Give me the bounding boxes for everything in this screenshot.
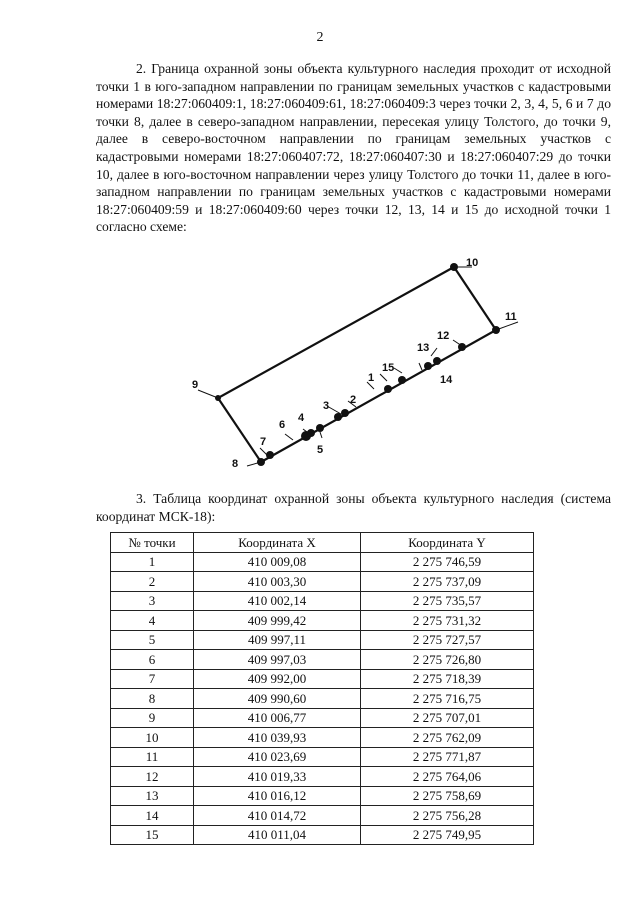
table-row xyxy=(111,708,534,728)
point-label-7: 7 xyxy=(260,436,267,448)
point-label-3: 3 xyxy=(323,400,330,412)
point-label-11: 11 xyxy=(505,311,517,323)
boundary-scheme xyxy=(175,250,535,480)
cell-coordinate-y: 2 275 771,87 xyxy=(361,747,534,767)
cell-coordinate-y: 2 275 718,39 xyxy=(361,669,534,689)
cell-coordinate-x: 410 023,69 xyxy=(194,747,361,767)
point-label-14: 14 xyxy=(440,374,453,386)
cell-coordinate-x: 409 992,00 xyxy=(194,669,361,689)
header-coordinate-x: Координата X xyxy=(194,533,361,553)
cell-coordinate-x: 410 014,72 xyxy=(194,806,361,826)
cell-coordinate-y: 2 275 716,75 xyxy=(361,689,534,709)
paragraph-boundary-description: 2. Граница охранной зоны объекта культурного наследия проходит от исходной точки 1 в юго-западном направлении по границам земельных участков с кадастровыми номерами 18:27:060409:1, 18:27:060409:61, 18:27:060409:3 через точки 2, 3, 4, 5, 6 и 7 до точки 8, далее в северо-западном направлении, пересекая улицу Толстого, до точки 9, далее в северо-восточном направлении по границам земельных участков с кадастровыми номерами 18:27:060407:72, 18:27:060407:30 и 18:27:060407:29 до точки 10, далее в юго-восточном направлении через улицу Толстого до точки 11, далее в юго-западном направлении по границам земельных участков с кадастровыми номерами 18:27:060409:59 и 18:27:060409:60 через точки 12, 13, 14 и 15 до исходной точки 1 согласно схеме: xyxy=(96,61,611,235)
cell-coordinate-x: 410 011,04 xyxy=(194,825,361,845)
cell-coordinate-y: 2 275 731,32 xyxy=(361,611,534,631)
table-row xyxy=(111,806,534,826)
cell-coordinate-y: 2 275 758,69 xyxy=(361,786,534,806)
table-row xyxy=(111,728,534,748)
cell-coordinate-y: 2 275 749,95 xyxy=(361,825,534,845)
coordinates-table xyxy=(110,532,534,845)
cell-point-number: 10 xyxy=(111,728,194,748)
cell-point-number: 9 xyxy=(111,708,194,728)
point-label-13: 13 xyxy=(417,342,430,354)
point-label-9: 9 xyxy=(192,379,199,391)
cell-coordinate-y: 2 275 746,59 xyxy=(361,552,534,572)
cell-coordinate-x: 409 999,42 xyxy=(194,611,361,631)
cell-coordinate-y: 2 275 764,06 xyxy=(361,767,534,787)
point-label-5: 5 xyxy=(317,444,324,456)
cell-point-number: 13 xyxy=(111,786,194,806)
boundary-polygon xyxy=(218,267,496,462)
table-row xyxy=(111,611,534,631)
page-number: 2 xyxy=(316,30,324,45)
cell-point-number: 2 xyxy=(111,572,194,592)
table-row xyxy=(111,825,534,845)
table-row xyxy=(111,591,534,611)
cell-coordinate-x: 409 997,03 xyxy=(194,650,361,670)
cell-coordinate-x: 410 019,33 xyxy=(194,767,361,787)
table-row xyxy=(111,572,534,592)
cell-point-number: 3 xyxy=(111,591,194,611)
table-row xyxy=(111,650,534,670)
cell-point-number: 8 xyxy=(111,689,194,709)
header-point-number: № точки xyxy=(111,533,194,553)
cell-point-number: 12 xyxy=(111,767,194,787)
table-row xyxy=(111,689,534,709)
table-row xyxy=(111,747,534,767)
cell-point-number: 14 xyxy=(111,806,194,826)
cell-coordinate-y: 2 275 762,09 xyxy=(361,728,534,748)
cell-coordinate-x: 410 009,08 xyxy=(194,552,361,572)
point-label-15: 15 xyxy=(382,362,395,374)
cell-coordinate-x: 409 990,60 xyxy=(194,689,361,709)
point-label-1: 1 xyxy=(368,372,375,384)
vertex-markers xyxy=(215,263,500,466)
cell-coordinate-y: 2 275 726,80 xyxy=(361,650,534,670)
cell-coordinate-x: 410 006,77 xyxy=(194,708,361,728)
header-coordinate-y: Координата Y xyxy=(361,533,534,553)
point-label-8: 8 xyxy=(232,458,239,470)
point-label-4: 4 xyxy=(298,412,305,424)
table-row xyxy=(111,786,534,806)
point-label-6: 6 xyxy=(279,419,286,431)
table-row xyxy=(111,552,534,572)
cell-point-number: 6 xyxy=(111,650,194,670)
cell-coordinate-x: 410 016,12 xyxy=(194,786,361,806)
cell-coordinate-y: 2 275 727,57 xyxy=(361,630,534,650)
cell-coordinate-x: 410 003,30 xyxy=(194,572,361,592)
cell-coordinate-x: 410 039,93 xyxy=(194,728,361,748)
table-row xyxy=(111,767,534,787)
cell-coordinate-y: 2 275 735,57 xyxy=(361,591,534,611)
point-label-10: 10 xyxy=(466,257,479,269)
paragraph-table-title: 3. Таблица координат охранной зоны объекта культурного наследия (система координат МСК-18): xyxy=(96,491,611,524)
cell-coordinate-y: 2 275 737,09 xyxy=(361,572,534,592)
label-leaders xyxy=(198,267,518,466)
table-header-row xyxy=(111,533,534,553)
cell-point-number: 1 xyxy=(111,552,194,572)
point-label-2: 2 xyxy=(350,394,357,406)
cell-coordinate-x: 410 002,14 xyxy=(194,591,361,611)
table-row xyxy=(111,669,534,689)
cell-point-number: 11 xyxy=(111,747,194,767)
cell-point-number: 15 xyxy=(111,825,194,845)
cell-point-number: 5 xyxy=(111,630,194,650)
cell-coordinate-y: 2 275 707,01 xyxy=(361,708,534,728)
cell-point-number: 4 xyxy=(111,611,194,631)
point-label-12: 12 xyxy=(437,330,450,342)
cell-coordinate-y: 2 275 756,28 xyxy=(361,806,534,826)
cell-coordinate-x: 409 997,11 xyxy=(194,630,361,650)
cell-point-number: 7 xyxy=(111,669,194,689)
table-row xyxy=(111,630,534,650)
